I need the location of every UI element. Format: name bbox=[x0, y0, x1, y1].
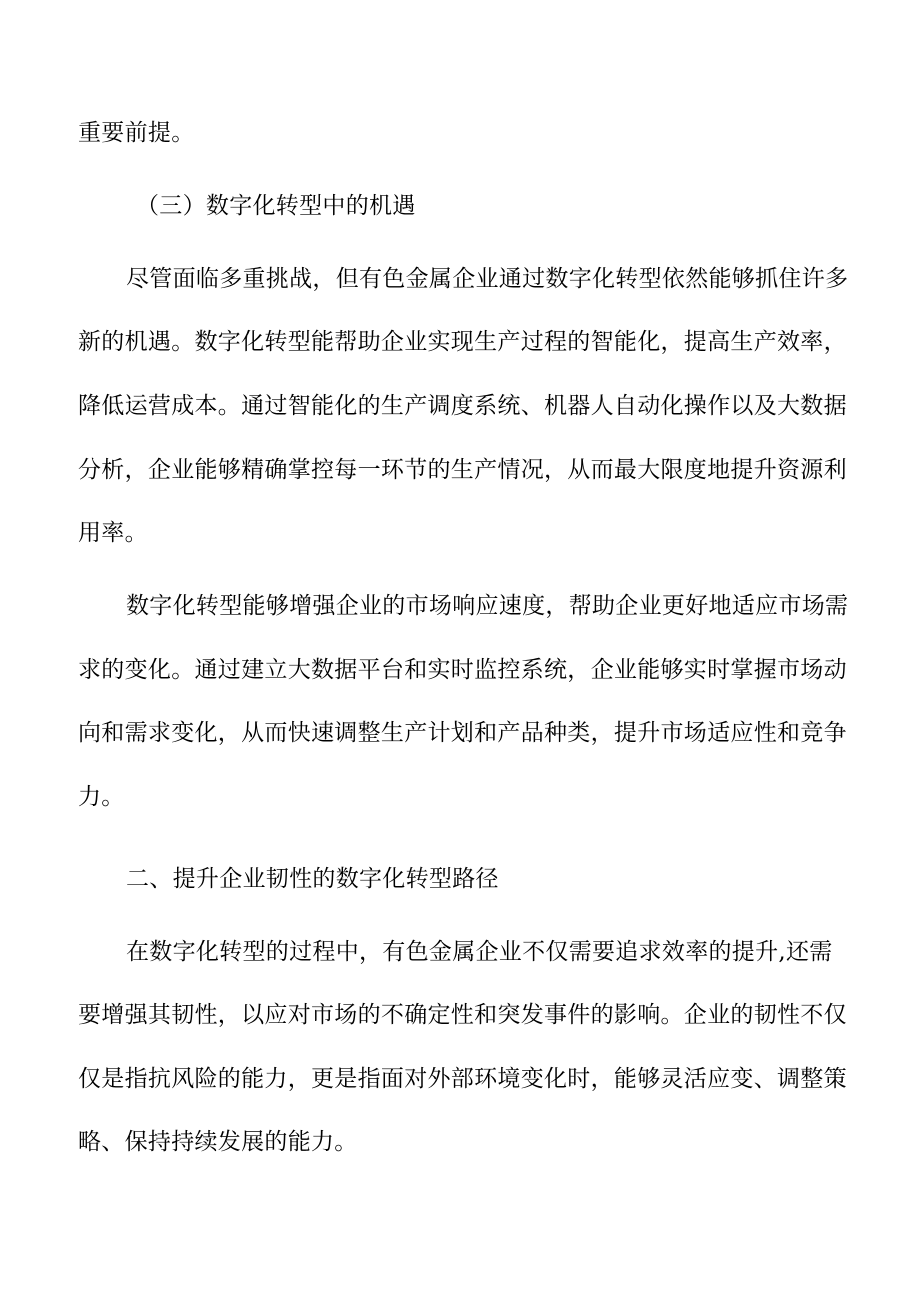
paragraph-line: 数字化转型能够增强企业的市场响应速度，帮助企业更好地适应市场需 bbox=[126, 593, 849, 619]
paragraph-line: 仅是指抗风险的能力，更是指面对外部环境变化时，能够灵活应变、调整策 bbox=[78, 1066, 847, 1092]
paragraph-line: 用率。 bbox=[78, 520, 148, 546]
paragraph-line: 尽管面临多重挑战，但有色金属企业通过数字化转型依然能够抓住许多 bbox=[126, 266, 849, 292]
paragraph-line: 求的变化。通过建立大数据平台和实时监控系统，企业能够实时掌握市场动 bbox=[78, 657, 847, 683]
paragraph-line: 降低运营成本。通过智能化的生产调度系统、机器人自动化操作以及大数据 bbox=[78, 393, 847, 419]
paragraph-line: 力。 bbox=[78, 784, 125, 810]
section-heading: （三）数字化转型中的机遇 bbox=[136, 193, 416, 219]
paragraph-line: 重要前提。 bbox=[78, 120, 195, 146]
paragraph-line: 略、保持持续发展的能力。 bbox=[78, 1129, 358, 1155]
paragraph-line: 要增强其韧性，以应对市场的不确定性和突发事件的影响。企业的韧性不仅 bbox=[78, 1002, 847, 1028]
paragraph-line: 新的机遇。数字化转型能帮助企业实现生产过程的智能化，提高生产效率， bbox=[78, 329, 847, 355]
section-heading: 二、提升企业韧性的数字化转型路径 bbox=[126, 866, 499, 892]
paragraph-line: 向和需求变化，从而快速调整生产计划和产品种类，提升市场适应性和竞争 bbox=[78, 720, 847, 746]
paragraph-line: 在数字化转型的过程中，有色金属企业不仅需要追求效率的提升,还需 bbox=[126, 939, 833, 965]
paragraph-line: 分析，企业能够精确掌控每一环节的生产情况，从而最大限度地提升资源利 bbox=[78, 457, 847, 483]
